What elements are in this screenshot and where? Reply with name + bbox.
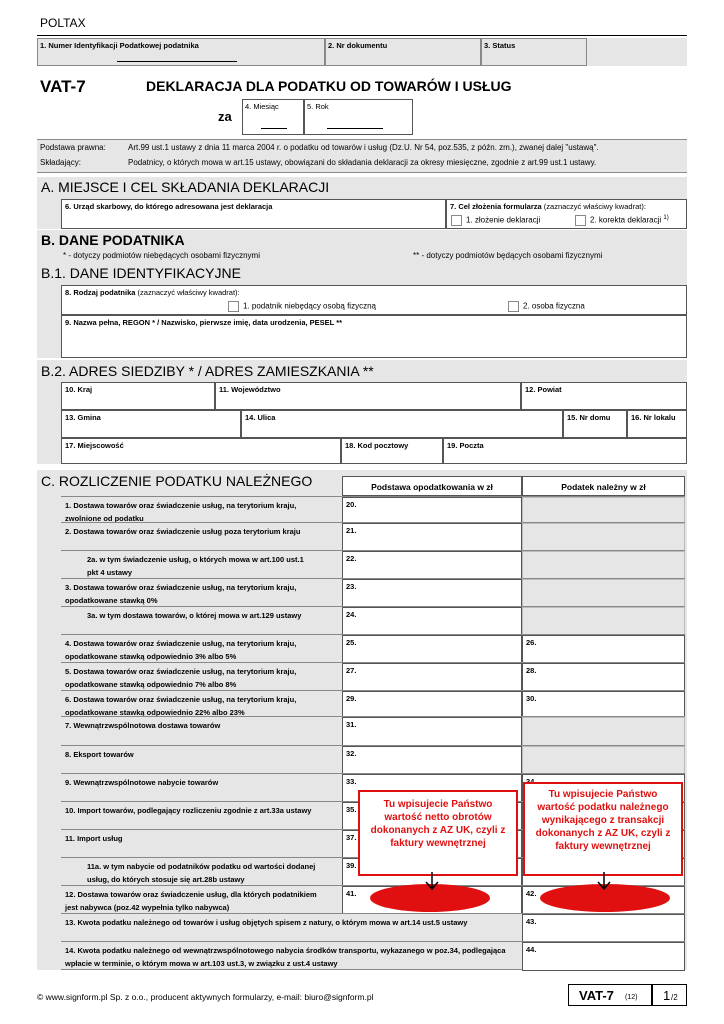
field-number: 37. (346, 833, 357, 842)
row-14 (61, 941, 685, 970)
field-number: 29. (346, 694, 357, 703)
field-number: 26. (526, 638, 537, 647)
table-row (61, 634, 685, 662)
base-field[interactable] (342, 607, 522, 635)
tax-field[interactable] (522, 663, 685, 691)
brand: POLTAX (40, 16, 86, 30)
base-field[interactable] (342, 579, 522, 607)
city-field[interactable] (61, 438, 341, 464)
row-label: 1. Dostawa towarów oraz świadczenie usług, na terytorium kraju, zwolnione od podatku (65, 501, 297, 523)
form-title: DEKLARACJA DLA PODATKU OD TOWARÓW I USŁUG (146, 78, 512, 94)
tax-field[interactable] (522, 691, 685, 717)
field-number: 24. (346, 610, 357, 619)
page-number (652, 984, 687, 1006)
row-label: 9. Wewnątrzwspólnotowe nabycie towarów (65, 778, 219, 787)
house-number-field[interactable] (563, 410, 627, 438)
doc-number-field[interactable] (325, 38, 481, 66)
checkbox-icon[interactable] (451, 215, 462, 226)
tax-field (522, 497, 685, 523)
section-c-title: C. ROZLICZENIE PODATKU NALEŻNEGO (41, 473, 313, 489)
field-number: 30. (526, 694, 537, 703)
taxpayer-kind-field (61, 285, 687, 315)
table-row (61, 578, 685, 606)
row-label: 2a. w tym świadczenie usług, o których mowa w art.100 ust.1 pkt 4 ustawy (87, 555, 304, 577)
district-field[interactable] (521, 382, 687, 410)
tax-field (522, 607, 685, 635)
doc-number-label: 2. Nr dokumentu (328, 41, 388, 50)
base-column-label: Podstawa opodatkowania w zł (371, 482, 493, 492)
section-b (37, 230, 687, 358)
row-13 (61, 913, 685, 941)
field-number: 23. (346, 582, 357, 591)
post-office-label: 19. Poczta (447, 441, 484, 450)
purpose-option-1[interactable]: 1. złożenie deklaracji (451, 215, 540, 226)
postcode-label: 18. Kod pocztowy (345, 441, 409, 450)
base-field[interactable] (342, 746, 522, 774)
row-label: 12. Dostawa towarów oraz świadczenie usług, dla których podatnikiem jest nabywca (poz.42 wypełnia tylko nabywca) (65, 890, 317, 912)
checkbox-icon[interactable] (508, 301, 519, 312)
street-label: 14. Ulica (245, 413, 276, 422)
copyright: © www.signform.pl Sp. z o.o., producent aktywnych formularzy, e-mail: biuro@signform.pl (37, 992, 374, 1002)
table-row (61, 522, 685, 550)
legal-basis (37, 139, 687, 173)
field-number: 25. (346, 638, 357, 647)
row-label: 10. Import towarów, podlegający rozliczeniu zgodnie z art.33a ustawy (65, 806, 312, 815)
tax-office-label: 6. Urząd skarbowy, do którego adresowana jest deklaracja (65, 202, 273, 211)
table-row (61, 496, 685, 522)
nip-label: 1. Numer Identyfikacji Podatkowej podatnika (40, 41, 199, 50)
row-14-label: 14. Kwota podatku należnego od wewnątrzwspólnotowego nabycia środków transportu, wykazanego w poz.34, podlegająca wpłacie w terminie, o którym mowa w art.103 ust.3, w związku z ust.4 ustawy (65, 946, 506, 968)
arrow-down-icon (592, 872, 616, 892)
field-number: 33. (346, 777, 357, 786)
purpose-option-2[interactable]: 2. korekta deklaracji $^{1)}$ (575, 215, 669, 226)
post-office-field[interactable] (443, 438, 687, 464)
field-44-number: 44. (526, 945, 537, 954)
submitters-label: Składający: (40, 158, 81, 167)
submitters-text: Podatnicy, o których mowa w art.15 ustawy, obowiązani do składania deklaracji za okresy miesięczne, zgodnie z art.99 ust.1 ustawy. (128, 158, 597, 167)
row-label: 11. Import usług (65, 834, 123, 843)
base-field[interactable] (342, 663, 522, 691)
base-field[interactable] (342, 523, 522, 551)
table-row (61, 662, 685, 690)
table-row (61, 745, 685, 773)
field-43[interactable] (522, 914, 685, 942)
postcode-field[interactable] (341, 438, 443, 464)
year-label: 5. Rok (307, 102, 329, 111)
row-label: 5. Dostawa towarów oraz świadczenie usług, na terytorium kraju, opodatkowane stawką odpowiednio 7% albo 8% (65, 667, 297, 689)
base-field[interactable] (342, 635, 522, 663)
commune-field[interactable] (61, 410, 241, 438)
row-13-label: 13. Kwota podatku należnego od towarów i usług objętych spisem z natury, o którym mowa w art.14 ust.5 ustawy (65, 918, 468, 927)
section-b1-title: B.1. DANE IDENTYFIKACYJNE (41, 265, 241, 281)
tax-field (522, 746, 685, 774)
table-row (61, 606, 685, 634)
form-code: VAT-7 (40, 77, 86, 96)
section-b2-title: B.2. ADRES SIEDZIBY * / ADRES ZAMIESZKANIA ** (41, 363, 374, 379)
field-number: 39. (346, 861, 357, 870)
field-number: 42. (526, 889, 537, 898)
annotation-right: Tu wpisujecie Państwo wartość podatku należnego wynikającego z transakcji dokonanych z AZ UK, czyli z faktury wewnętrznej (523, 782, 683, 876)
table-row (61, 550, 685, 578)
row-label: 6. Dostawa towarów oraz świadczenie usług, na terytorium kraju, opodatkowane stawką odpowiednio 22% albo 23% (65, 695, 297, 717)
tax-field (522, 717, 685, 746)
tax-field[interactable] (522, 635, 685, 663)
year-field[interactable] (304, 99, 413, 135)
za-label: za (218, 109, 232, 124)
full-name-label: 9. Nazwa pełna, REGON * / Nazwisko, pierwsze imię, data urodzenia, PESEL ** (65, 318, 343, 327)
row-label: 3. Dostawa towarów oraz świadczenie usług, na terytorium kraju, opodatkowane stawką 0% (65, 583, 297, 605)
month-label: 4. Miesiąc (245, 102, 279, 111)
table-row (61, 716, 685, 745)
district-label: 12. Powiat (525, 385, 562, 394)
tax-field (522, 579, 685, 607)
checkbox-icon[interactable] (228, 301, 239, 312)
basis-text: Art.99 ust.1 ustawy z dnia 11 marca 2004 r. o podatku od towarów i usług (Dz.U. Nr 54, poz.535, z późn. zm.), zwanej dalej "ustawą". (128, 143, 599, 152)
street-field[interactable] (241, 410, 563, 438)
base-field[interactable] (342, 691, 522, 717)
footer-code (568, 984, 652, 1006)
status-field[interactable] (481, 38, 587, 66)
row-label: 7. Wewnątrzwspólnotowa dostawa towarów (65, 721, 221, 730)
base-field[interactable] (342, 717, 522, 746)
house-number-label: 15. Nr domu (567, 413, 611, 422)
flat-number-field[interactable] (627, 410, 687, 438)
section-b2 (37, 360, 687, 464)
tax-column-header (522, 476, 685, 496)
full-name-field[interactable] (61, 315, 687, 358)
voivodeship-label: 11. Województwo (219, 385, 281, 394)
purpose-field (446, 199, 687, 229)
field-43-number: 43. (526, 917, 537, 926)
field-number: 41. (346, 889, 357, 898)
city-label: 17. Miejscowość (65, 441, 124, 450)
annotation-left: Tu wpisujecie Państwo wartość netto obrotów dokonanych z AZ UK, czyli z faktury wewnętrznej (358, 790, 518, 876)
base-field[interactable] (342, 497, 522, 523)
section-a (37, 177, 687, 229)
section-b-title: B. DANE PODATNIKA (41, 232, 185, 248)
field-number: 28. (526, 666, 537, 675)
flat-number-label: 16. Nr lokalu (631, 413, 676, 422)
taxpayer-kind-option-1[interactable]: 1. podatnik niebędący osobą fizyczną (228, 301, 376, 312)
status-label: 3. Status (484, 41, 516, 50)
taxpayer-kind-label: 8. Rodzaj podatnika (zaznaczyć właściwy kwadrat): (65, 288, 240, 297)
row-label: 8. Eksport towarów (65, 750, 134, 759)
row-label: 11a. w tym nabycie od podatników podatku od wartości dodanej usług, do których stosuje się art.28b ustawy (87, 862, 316, 884)
field-number: 22. (346, 554, 357, 563)
note-natural-person: ** - dotyczy podmiotów będących osobami fizycznymi (413, 251, 603, 260)
field-number: 35. (346, 805, 357, 814)
field-number: 27. (346, 666, 357, 675)
country-field[interactable] (61, 382, 215, 410)
header-fields (37, 35, 687, 66)
tax-field (522, 523, 685, 551)
page-current: 1 (663, 988, 671, 1003)
table-row (61, 690, 685, 716)
purpose-label: 7. Cel złożenia formularza (zaznaczyć właściwy kwadrat): (450, 202, 646, 211)
arrow-down-icon (420, 872, 444, 892)
commune-label: 13. Gmina (65, 413, 101, 422)
field-44[interactable] (522, 942, 685, 971)
tax-field (522, 551, 685, 579)
voivodeship-field[interactable] (215, 382, 521, 410)
page-total: /2 (671, 993, 678, 1002)
footer-version: (12) (625, 994, 638, 1001)
row-label: 3a. w tym dostawa towarów, o której mowa w art.129 ustawy (87, 611, 302, 620)
basis-label: Podstawa prawna: (40, 143, 106, 152)
field-number: 31. (346, 720, 357, 729)
section-a-title: A. MIEJSCE I CEL SKŁADANIA DEKLARACJI (41, 179, 330, 195)
checkbox-icon[interactable] (575, 215, 586, 226)
row-label: 2. Dostawa towarów oraz świadczenie usług poza terytorium kraju (65, 527, 301, 536)
field-number: 20. (346, 500, 357, 509)
nip-field[interactable] (37, 38, 325, 66)
country-label: 10. Kraj (65, 385, 93, 394)
tax-office-field[interactable] (61, 199, 446, 229)
base-field[interactable] (342, 551, 522, 579)
field-number: 21. (346, 526, 357, 535)
base-column-header (342, 476, 522, 496)
month-field[interactable] (242, 99, 304, 135)
field-number: 32. (346, 749, 357, 758)
note-legal-entity: * - dotyczy podmiotów niebędących osobami fizycznymi (63, 251, 260, 260)
taxpayer-kind-option-2[interactable]: 2. osoba fizyczna (508, 301, 585, 312)
footer-code-text: VAT-7 (579, 988, 614, 1003)
row-label: 4. Dostawa towarów oraz świadczenie usług, na terytorium kraju, opodatkowane stawką odpowiednio 3% albo 5% (65, 639, 297, 661)
tax-column-label: Podatek należny w zł (561, 482, 646, 492)
